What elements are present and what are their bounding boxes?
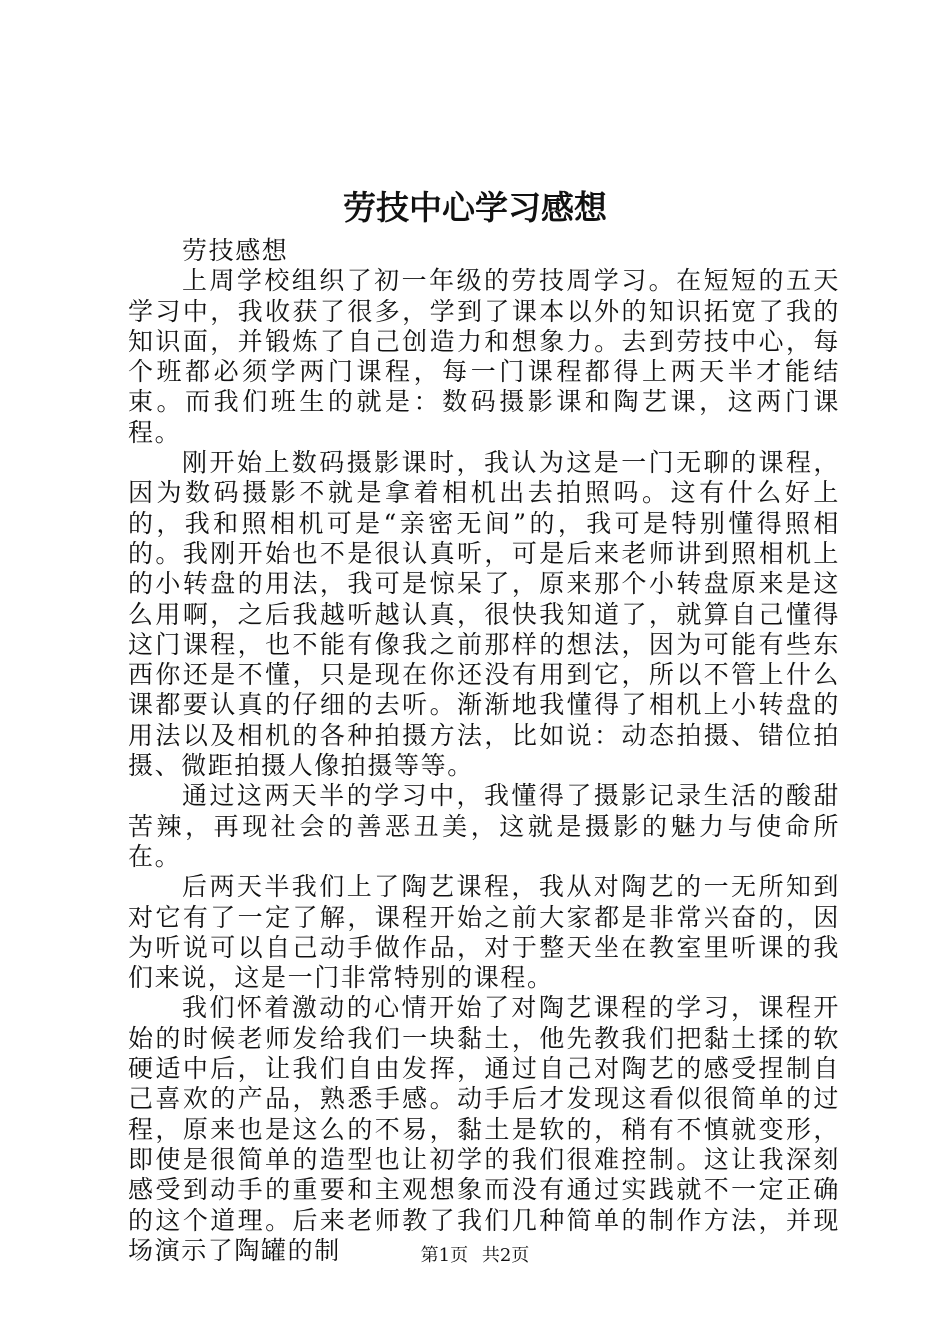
paragraph: 上周学校组织了初一年级的劳技周学习。在短短的五天学习中，我收获了很多，学到了课本以外的知识拓宽了我的知识面，并锻炼了自己创造力和想象力。去到劳技中心，每个班都必须学两门课程，每一门课程都得上两天半才能结束。而我们班生的就是：数码摄影课和陶艺课，这两门课程。 bbox=[128, 266, 840, 447]
page-number: 第1页 bbox=[420, 1245, 469, 1266]
paragraph: 刚开始上数码摄影课时，我认为这是一门无聊的课程，因为数码摄影不就是拿着相机出去拍照吗。这有什么好上的，我和照相机可是“亲密无间”的，我可是特别懂得照相的。我刚开始也不是很认真听，可是后来老师讲到照相机上的小转盘的用法，我可是惊呆了，原来那个小转盘原来是这么用啊，之后我越听越认真，很快我知道了，就算自己懂得这门课程，也不能有像我之前那样的想法，因为可能有些东西你还是不懂，只是现在你还没有用到它，所以不管上什么课都要认真的仔细的去听。渐渐地我懂得了相机上小转盘的用法以及相机的各种拍摄方法，比如说：动态拍摄、错位拍摄、微距拍摄人像拍摄等等。 bbox=[128, 448, 840, 781]
paragraph: 我们怀着激动的心情开始了对陶艺课程的学习，课程开始的时候老师发给我们一块黏土，他先教我们把黏土揉的软硬适中后，让我们自由发挥，通过自己对陶艺的感受捏制自己喜欢的产品，熟悉手感。动手后才发现这看似很简单的过程，原来也是这么的不易，黏土是软的，稍有不慎就变形，即使是很简单的造型也让初学的我们很难控制。这让我深刻感受到动手的重要和主观想象而没有通过实践就不一定正确的这个道理。后来老师教了我们几种简单的制作方法，并现场演示了陶罐的制 bbox=[128, 993, 840, 1265]
paragraph-subtitle: 劳技感想 bbox=[182, 236, 289, 265]
document-title: 劳技中心学习感想 bbox=[343, 188, 607, 227]
paragraph: 后两天半我们上了陶艺课程，我从对陶艺的一无所知到对它有了一定了解，课程开始之前大家都是非常兴奋的，因为听说可以自己动手做作品，对于整天坐在教室里听课的我们来说，这是一门非常特别的课程。 bbox=[128, 872, 840, 993]
page-footer bbox=[0, 1244, 950, 1268]
page-total: 共2页 bbox=[481, 1245, 530, 1266]
document-body bbox=[128, 236, 840, 1266]
paragraph: 通过这两天半的学习中，我懂得了摄影记录生活的酸甜苦辣，再现社会的善恶丑美，这就是摄影的魅力与使命所在。 bbox=[128, 781, 840, 871]
